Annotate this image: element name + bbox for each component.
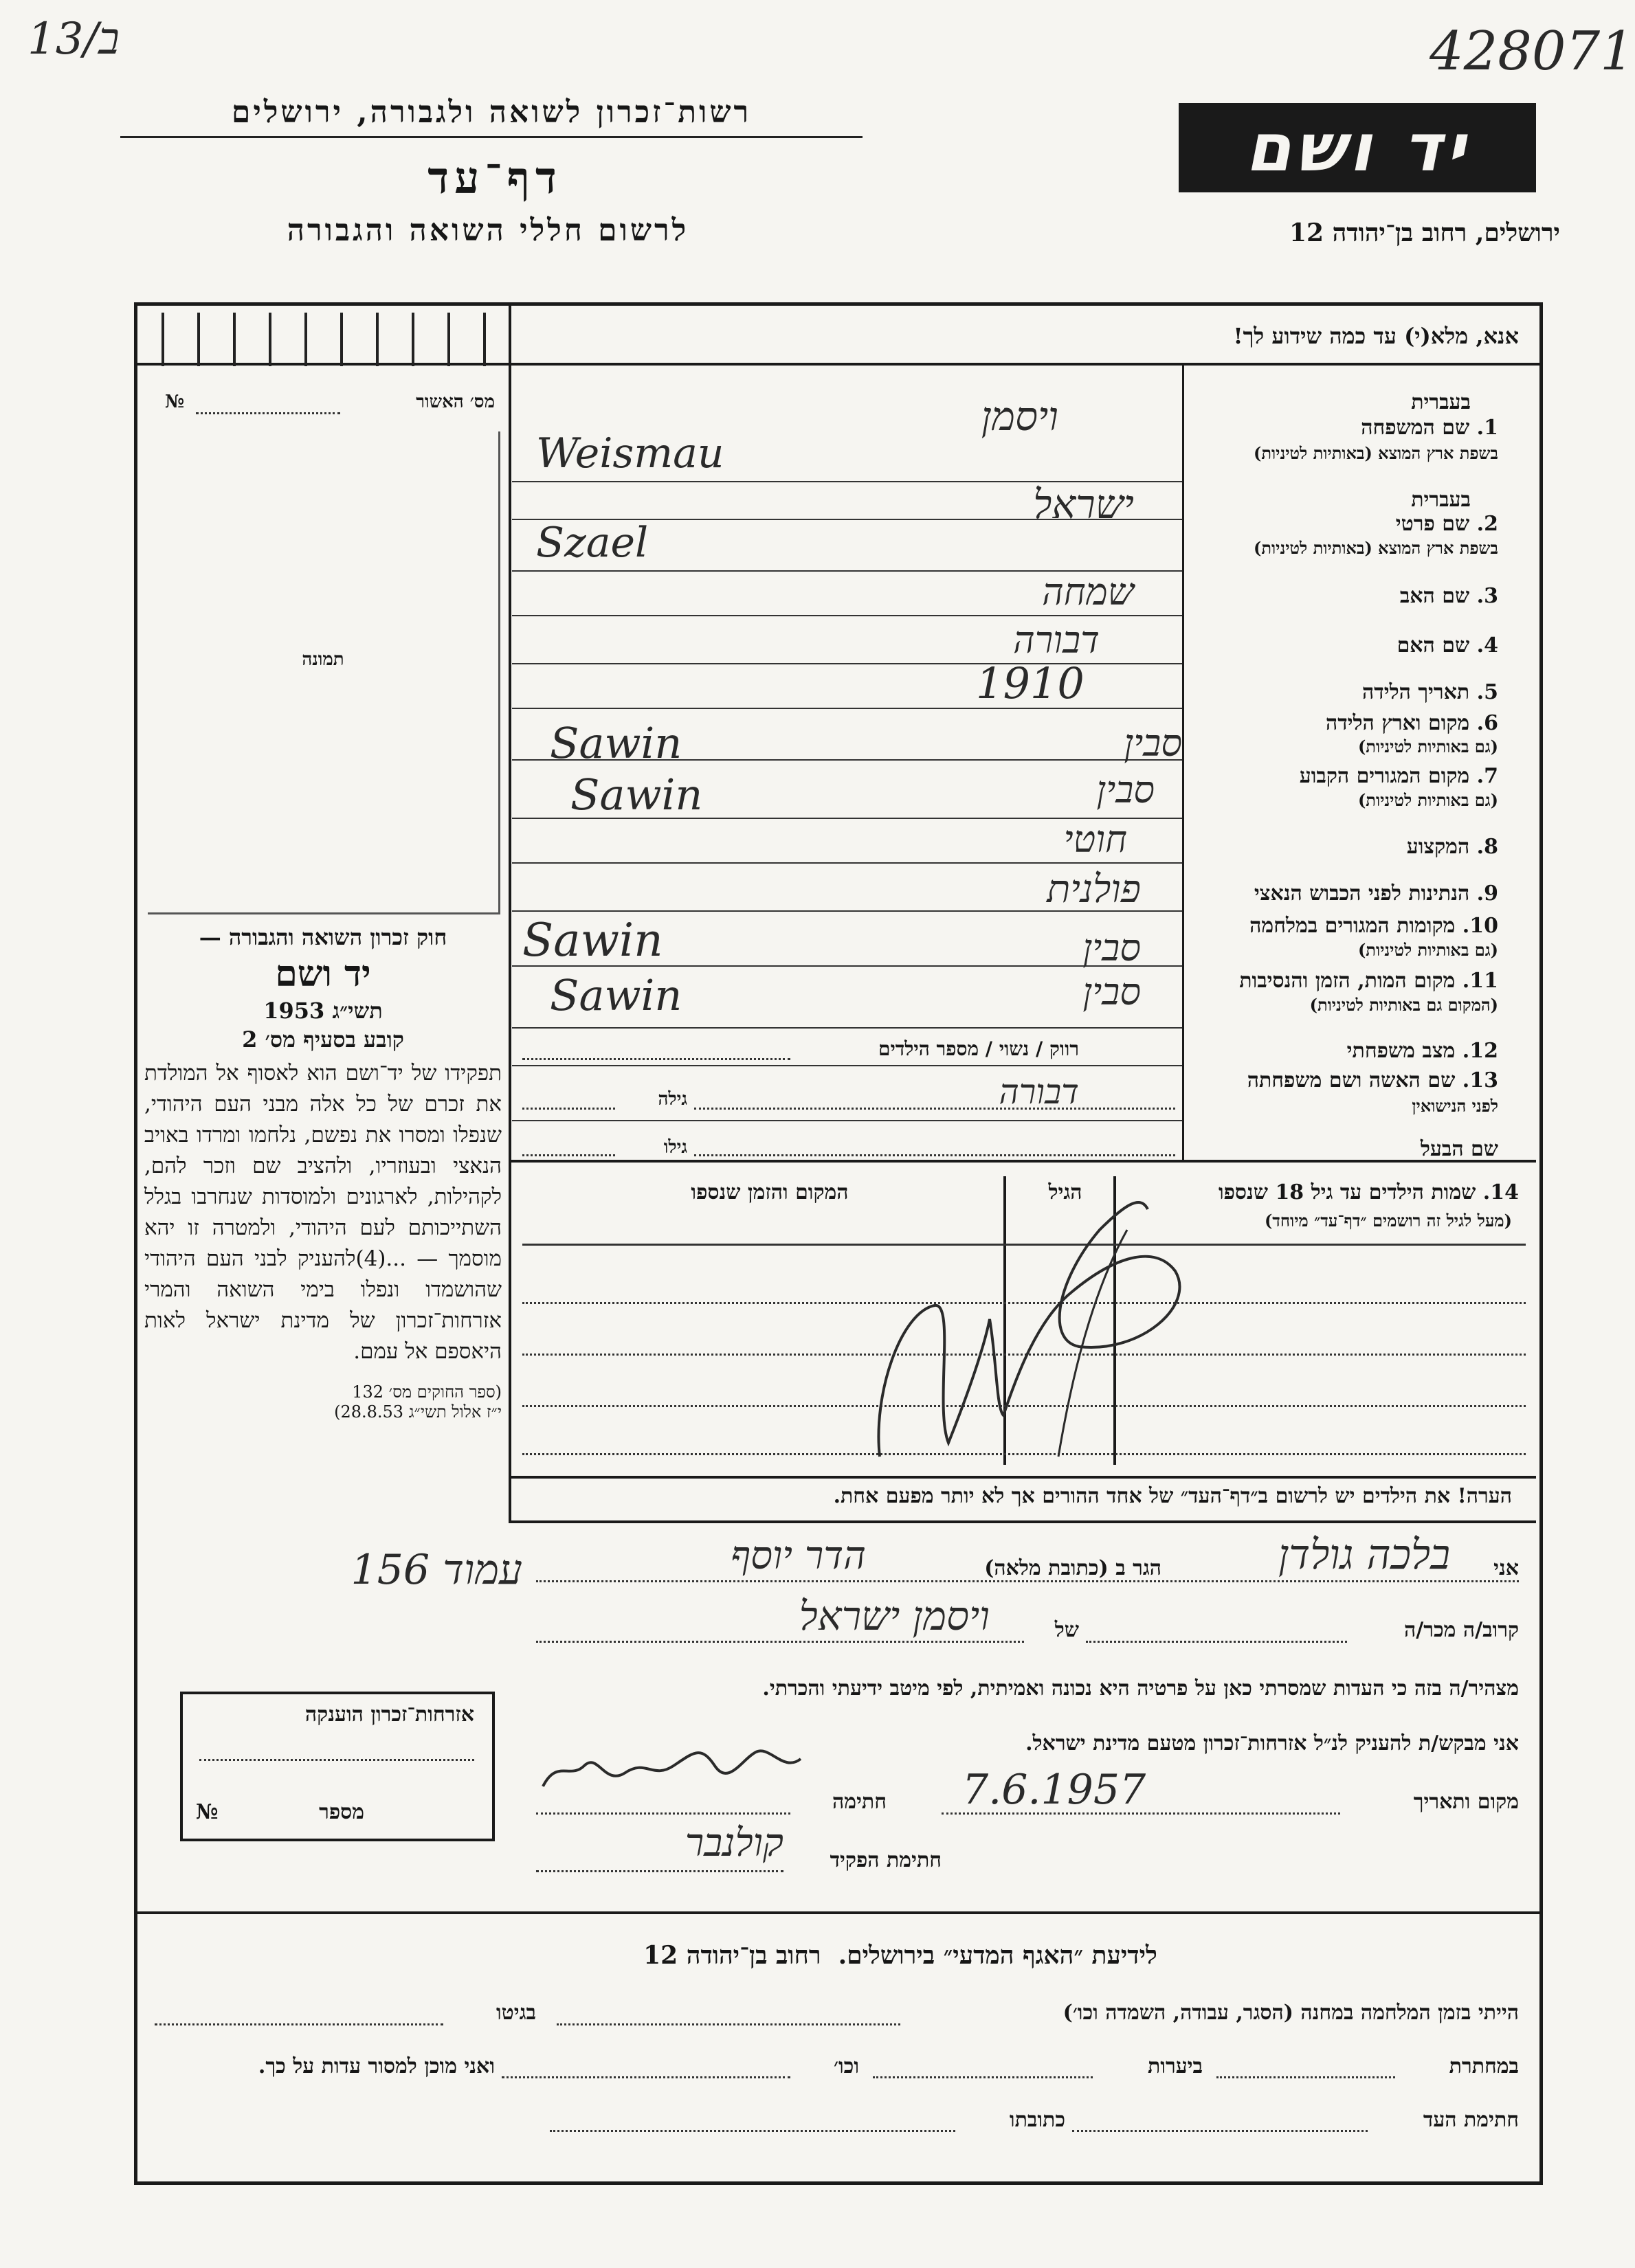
remark-bottom-rule <box>509 1520 1536 1523</box>
children-count-field[interactable] <box>522 1058 790 1060</box>
field-6-label: 6. מקום וארץ הלידה <box>1325 711 1498 735</box>
citizenship-box-line[interactable] <box>199 1759 474 1761</box>
bottom-section-rule <box>137 1911 1539 1914</box>
birthplace-hebrew-value[interactable]: סבין <box>1124 721 1182 765</box>
citizenship-number-label: מספר <box>319 1800 364 1824</box>
underground-field[interactable] <box>1216 2076 1395 2078</box>
address-label: הגר ב (כתובת מלאה) <box>984 1556 1161 1580</box>
witness-signature-label: חתימת העד <box>1423 2108 1519 2132</box>
law-name: יד ושם <box>275 953 371 995</box>
citizenship-box-title: אזרחות־זכרון הוענקה <box>304 1703 474 1727</box>
photo-label: תמונה <box>302 649 344 670</box>
field-9-label: 9. הנתינות לפני הכבוש הנאצי <box>1254 882 1498 906</box>
husband-label: שם הבעל <box>1420 1137 1498 1161</box>
field-6-note: (גם באותיות לטיניות) <box>1357 737 1498 756</box>
field-1-note: בשפת ארץ המוצא (באותיות לטיניות) <box>1254 443 1498 463</box>
row-rule <box>512 615 1182 616</box>
willing-to-testify: ואני מוכן למסור עדות על כך. <box>258 2054 495 2078</box>
father-name-value[interactable]: שמחה <box>1042 570 1134 614</box>
photo-area[interactable] <box>148 431 500 914</box>
witness-address-label: כתובתו <box>1009 2108 1065 2132</box>
husband-name-field[interactable] <box>694 1154 1175 1156</box>
remark-text: הערה! את הילדים יש לרשום ב״דף־העד״ של אחד ההורים אך לא יותר מפעם אחת. <box>833 1484 1512 1508</box>
children-note: (מעל לגיל זה רושמים ״דף־עד״ מיוחד) <box>1264 1211 1512 1231</box>
field-8-label: 8. המקצוע <box>1406 835 1498 859</box>
clerk-signature-label: חתימת הפקיד <box>830 1848 942 1872</box>
nationality-value[interactable]: פולנית <box>1047 867 1141 912</box>
wife-name-field[interactable] <box>694 1108 1175 1110</box>
witness-name-value[interactable]: בלכה גולדן <box>1278 1531 1450 1579</box>
camp-label: הייתי בזמן המלחמה במחנה (הסגר, עבודה, השמדה וכו׳) <box>1063 2001 1519 2025</box>
field-1-hebrew-tag: בעברית <box>1411 390 1471 414</box>
field-13-label: 13. שם האשה ושם משפחתה <box>1247 1068 1498 1092</box>
bottom-title: לידיעת ״האגף המדעי״ בירושלים. רחוב בן־יהודה 12 <box>643 1941 1157 1970</box>
place-date-label: מקום ותאריך <box>1413 1790 1519 1814</box>
firstname-latin-value[interactable]: Szael <box>536 519 649 567</box>
field-4-label: 4. שם האם <box>1397 633 1498 658</box>
underground-label: במחתרת <box>1449 2054 1519 2078</box>
witness-signature[interactable] <box>529 1731 818 1807</box>
field-11-label: 11. מקום המות, הזמן והנסיבות <box>1239 969 1498 993</box>
relative-label: קרוב/ה מכר/ה <box>1404 1618 1519 1642</box>
ghetto-field[interactable] <box>155 2023 443 2025</box>
header-address: ירושלים, רחוב בן־יהודה 12 <box>1289 218 1560 247</box>
field-11-note: (המקום גם באותיות לטיניות) <box>1309 995 1498 1015</box>
children-age-header: הגיל <box>1048 1180 1082 1204</box>
citizenship-request: אני מבקש/ת להעניק לנ״ל אזרחות־זכרון מטעם מדינת ישראל. <box>1025 1731 1519 1755</box>
camp-field[interactable] <box>557 2023 900 2025</box>
approval-number-field[interactable] <box>196 412 340 414</box>
witness-signature-field[interactable] <box>1072 2130 1368 2132</box>
residence-hebrew-value[interactable]: סבין <box>1096 768 1155 811</box>
field-10-label: 10. מקומות המגורים במלחמה <box>1249 914 1498 938</box>
field-12-label: 12. מצב משפחתי <box>1346 1039 1498 1063</box>
wartime-residence-hebrew-value[interactable]: סבין <box>1082 926 1141 969</box>
place-date-field[interactable] <box>942 1812 1340 1815</box>
birthplace-latin-value[interactable]: Sawin <box>550 718 682 768</box>
field-1-label: 1. שם המשפחה <box>1361 416 1498 440</box>
witness-address-bottom-field[interactable] <box>550 2130 955 2132</box>
law-text: תפקידו של יד־ושם הוא לאסוף אל המולדת את זכרם של כל אלה מבני העם היהודי, שנפלו ומסרו את נפשם, נלחמו ומרדו באויב הנאצי ובעוזריו, ולהציב שם וזכר להם, לקהילות, לארגונים ולמוסדות שנחרבו בגלל השתייכותם לעם היהודי, ולמטרה זו יהא מוסמך — ...(4)להעניק לבני העם היהודי שהושמדו ונפלו בימי השואה והמרי אזרחות־זכרון של מדינת ישראל לאות היאספם אל עמם. <box>144 1061 502 1364</box>
wife-age-field[interactable] <box>522 1108 615 1110</box>
death-place-hebrew-value[interactable]: סבין <box>1082 970 1141 1013</box>
cancellation-scribble <box>852 1168 1237 1484</box>
signature-label: חתימה <box>832 1790 887 1814</box>
field-2-label: 2. שם פרטי <box>1395 512 1498 536</box>
labels-divider <box>1182 363 1184 1160</box>
wartime-residence-latin-value[interactable]: Sawin <box>522 914 663 967</box>
relative-of-value[interactable]: ויסמן ישראל <box>799 1593 990 1639</box>
row-rule <box>512 1065 1182 1066</box>
field-13-note: לפני הנישואין <box>1412 1096 1498 1116</box>
death-place-latin-value[interactable]: Sawin <box>550 970 682 1020</box>
law-clause: קובע בסעיף מס׳ 2 <box>242 1026 404 1053</box>
field-7-label: 7. מקום המגורים הקבוע <box>1299 764 1498 788</box>
of-label: של <box>1054 1618 1079 1642</box>
mother-name-value[interactable]: דבורה <box>1013 618 1100 662</box>
row-rule <box>512 862 1182 864</box>
etc-field[interactable] <box>502 2076 790 2078</box>
field-2-hebrew-tag: בעברית <box>1411 488 1471 512</box>
ghetto-label: בגיטו <box>496 2001 536 2025</box>
relation-field[interactable] <box>1086 1641 1347 1643</box>
field-7-note: (גם באותיות לטיניות) <box>1357 790 1498 810</box>
children-label: 14. שמות הילדים עד גיל 18 שנספו <box>1218 1180 1519 1204</box>
place-date-value[interactable]: 7.6.1957 <box>962 1766 1146 1814</box>
profession-value[interactable]: חוטי <box>1063 818 1127 861</box>
field-2-note: בשפת ארץ המוצא (באותיות לטיניות) <box>1254 538 1498 558</box>
law-title: חוק זכרון השואה והגבורה — <box>199 924 447 950</box>
birth-date-value[interactable]: 1910 <box>976 658 1085 708</box>
relative-of-field[interactable] <box>536 1641 1024 1643</box>
clerk-signature-value[interactable]: קולנבר <box>685 1821 783 1865</box>
witness-address-value[interactable]: הדר יוסף <box>731 1534 866 1578</box>
marital-status-options: רווק / נשוי / מספר הילדים <box>878 1037 1079 1060</box>
declaration-statement: מצהיר/ה בזה כי העדות שמסרתי כאן על פרטיה היא נכונה ואמיתית, לפי מיטב ידיעתי והכרתי. <box>762 1676 1519 1700</box>
approval-no-sign: № <box>165 392 185 412</box>
law-source-date: י״ז אלול תשי״ג 28.8.53) <box>334 1402 502 1422</box>
surname-hebrew-value[interactable]: ויסמן <box>981 393 1058 440</box>
remark-left-border <box>509 1476 511 1520</box>
field-10-note: (גם באותיות לטיניות) <box>1357 940 1498 960</box>
remark-rule <box>509 1476 1536 1479</box>
barcode <box>162 313 519 368</box>
wife-age-label: גילה <box>658 1089 687 1110</box>
field-5-label: 5. תאריך הלידה <box>1362 680 1498 704</box>
row-rule <box>512 1027 1182 1029</box>
forests-label: ביערות <box>1147 2054 1203 2078</box>
field-3-label: 3. שם האב <box>1399 584 1498 608</box>
etc-label: וכו׳ <box>834 2054 859 2078</box>
intro-text: אנא, מלא(י) עד כמה שידוע לך! <box>1233 323 1519 349</box>
residence-latin-value[interactable]: Sawin <box>570 770 703 820</box>
archive-number: 428071 <box>1430 21 1634 82</box>
signature-field[interactable] <box>536 1812 790 1815</box>
left-column-divider <box>509 302 511 1477</box>
law-year: תשי״ג 1953 <box>263 998 383 1024</box>
declarant-i-label: אני <box>1493 1556 1519 1580</box>
form-subtitle: לרשום חללי השואה והגבורה <box>287 213 689 248</box>
side-note: עמוד 156 <box>351 1546 522 1594</box>
husband-age-label: גילו <box>663 1137 687 1158</box>
clerk-signature-field[interactable] <box>536 1870 783 1872</box>
witness-address-field[interactable] <box>536 1580 1519 1582</box>
corner-note: 13/ב <box>27 14 120 65</box>
children-place-header: המקום והזמן שנספו <box>691 1180 849 1204</box>
law-source: (ספר החוקים מס׳ 132 <box>352 1382 502 1402</box>
firstname-hebrew-value[interactable]: ישראל <box>1033 481 1134 528</box>
authority-name: רשות־זכרון לשואה ולגבורה, ירושלים <box>231 95 752 130</box>
wife-name-value[interactable]: דבורה <box>999 1072 1079 1112</box>
law-block <box>144 924 502 1422</box>
husband-age-field[interactable] <box>522 1154 615 1156</box>
header-rule <box>120 136 863 138</box>
row-rule <box>512 1120 1182 1121</box>
forests-field[interactable] <box>873 2076 1093 2078</box>
surname-latin-value[interactable]: Weismau <box>536 429 724 478</box>
approval-label: מס׳ האשור <box>416 392 495 412</box>
citizenship-no-sign: № <box>196 1800 219 1824</box>
yad-vashem-logo: יד ושם <box>1179 103 1536 192</box>
form-title: דף־עד <box>427 153 562 204</box>
